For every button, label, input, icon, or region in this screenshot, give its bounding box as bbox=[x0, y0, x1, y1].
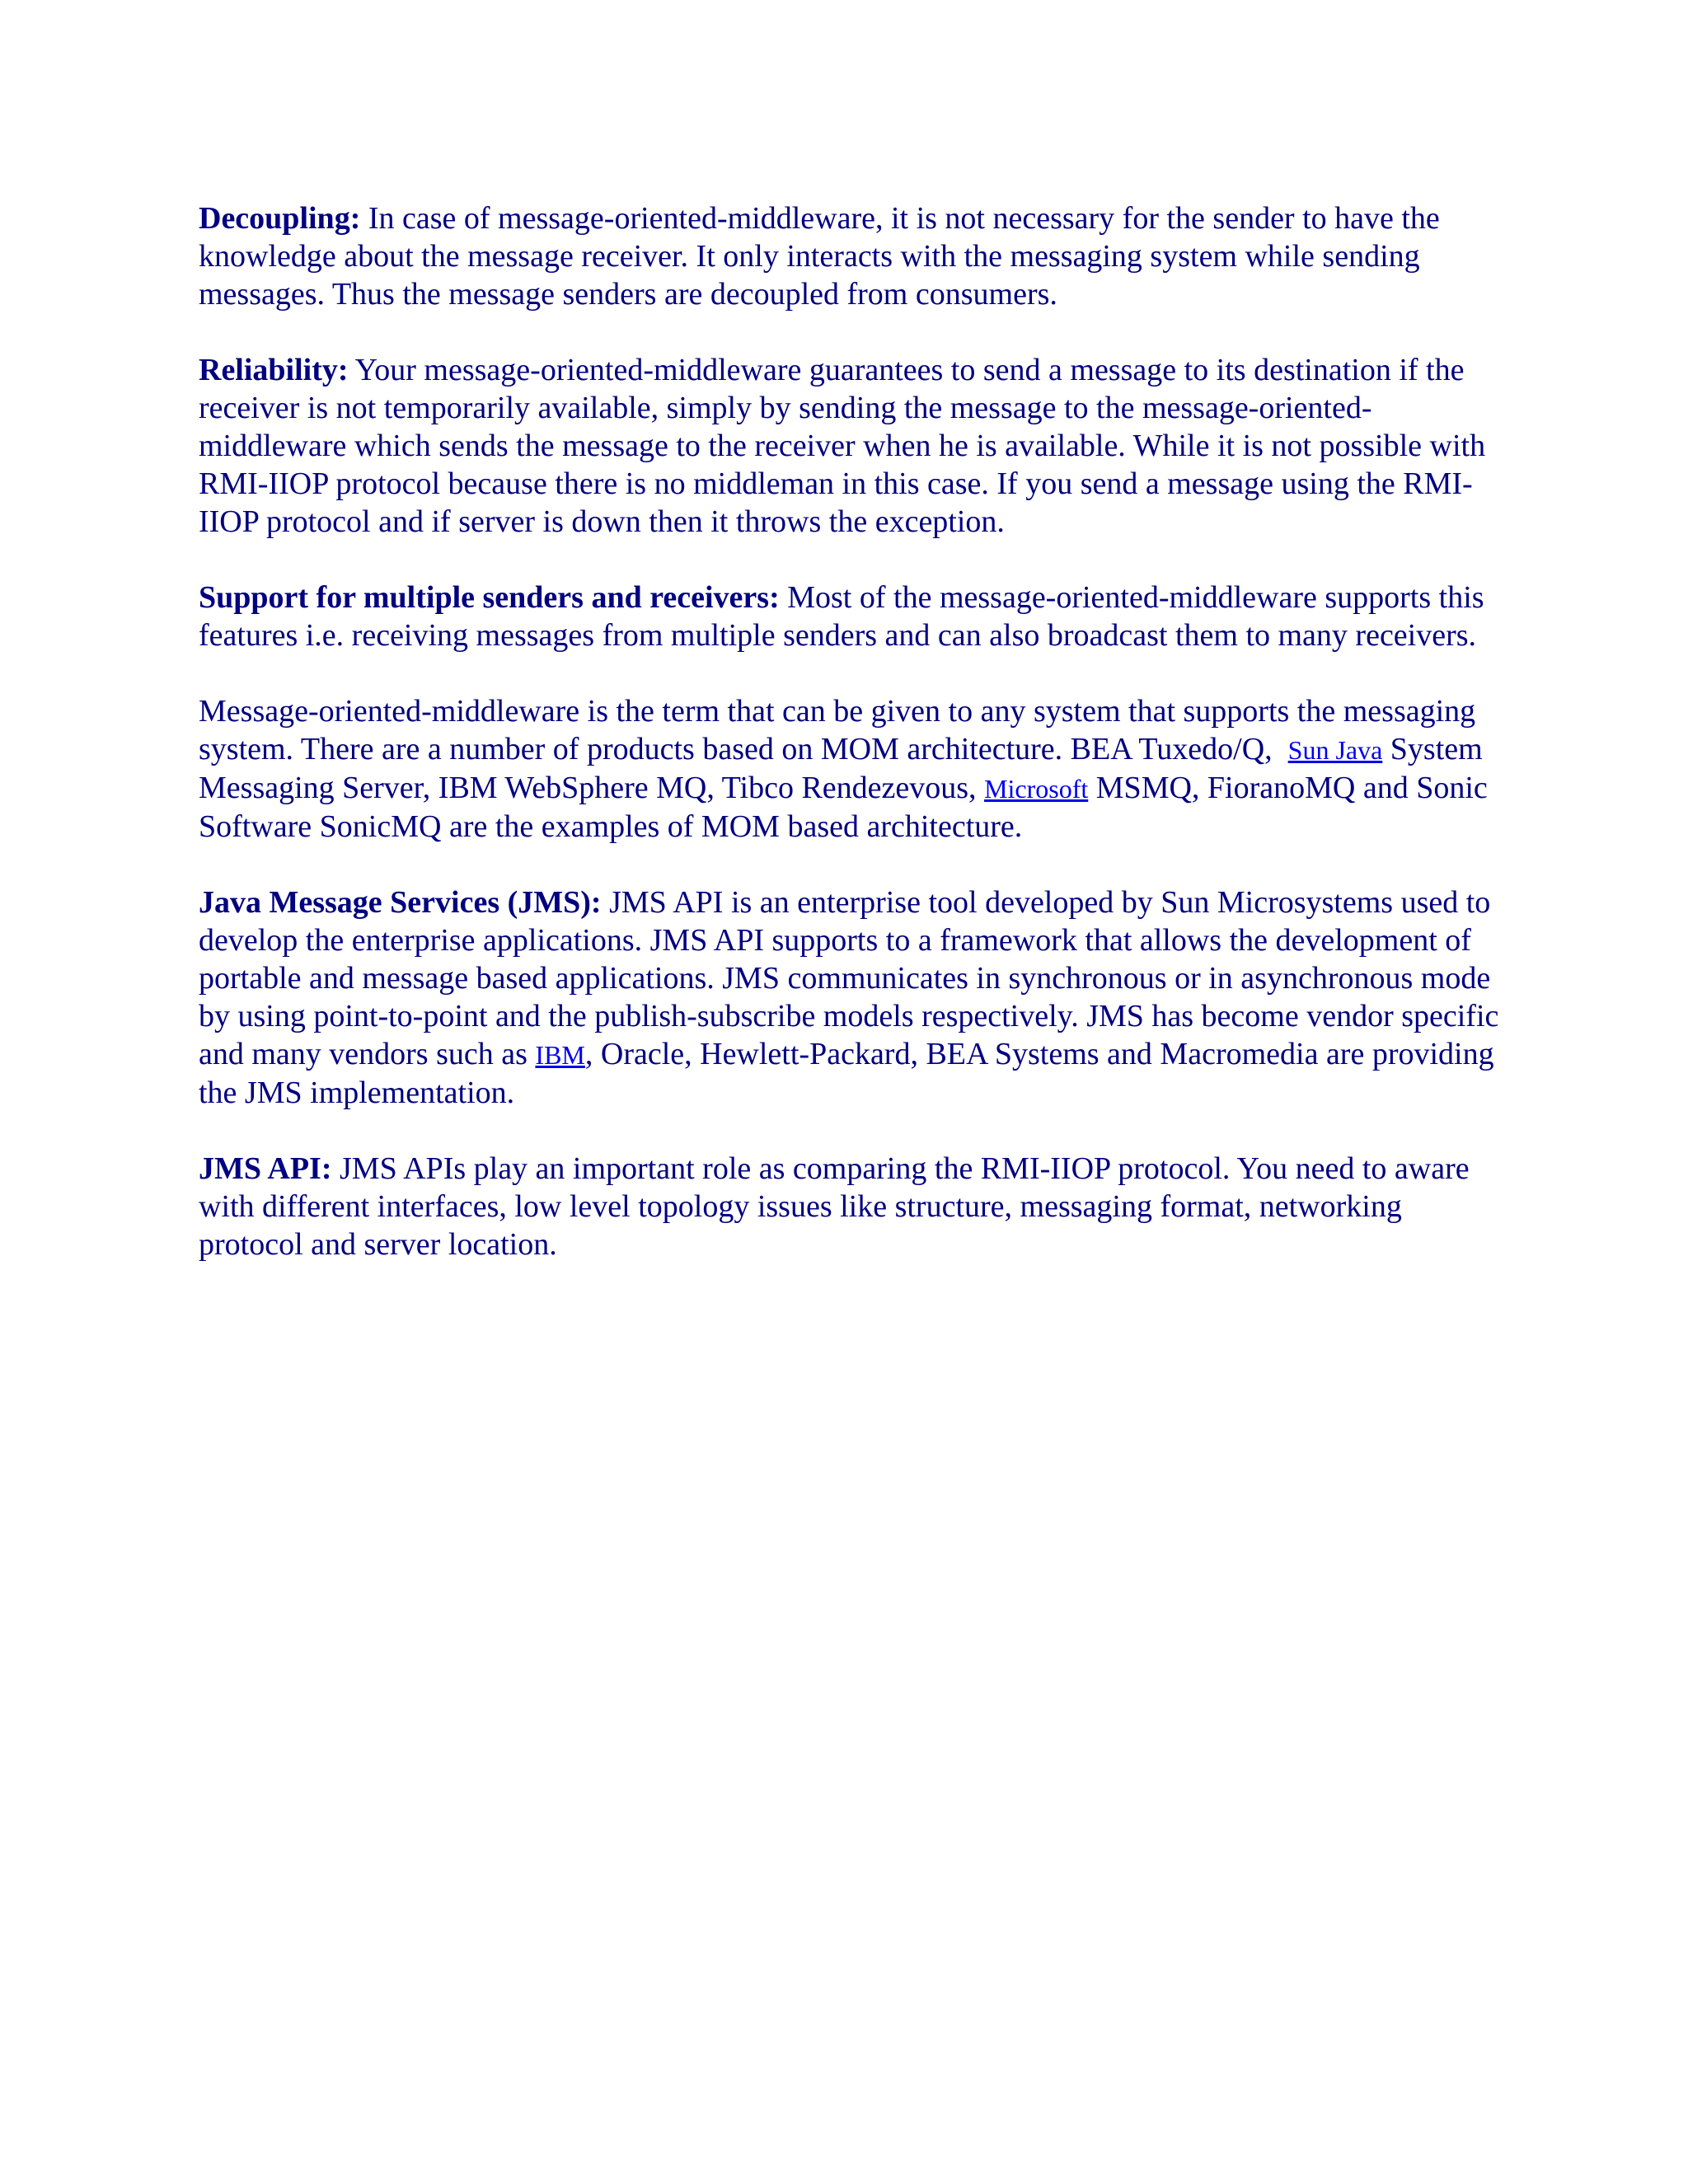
paragraph-reliability bbox=[199, 351, 1501, 541]
paragraph-decoupling bbox=[199, 199, 1501, 313]
text-mom-part1: Message-oriented-middleware is the term that can be given to any system that supports the messaging system. There are a number of products based on MOM architecture. BEA Tuxedo/Q, bbox=[199, 694, 1484, 766]
text-mom-part2: System Messaging Server, IBM WebSphere MQ, Tibco Rendezevous, bbox=[199, 732, 1483, 805]
heading-jms-api: JMS API: bbox=[199, 1151, 332, 1186]
paragraph-jms-api bbox=[199, 1150, 1501, 1263]
link-ibm[interactable]: IBM bbox=[535, 1040, 585, 1070]
heading-multiple-senders: Support for multiple senders and receivers: bbox=[199, 580, 780, 615]
paragraph-multiple-senders bbox=[199, 579, 1501, 654]
paragraph-jms bbox=[199, 883, 1501, 1112]
text-jms-part2: , Oracle, Hewlett-Packard, BEA Systems and Macromedia are providing the JMS implementation. bbox=[199, 1037, 1494, 1110]
link-microsoft[interactable]: Microsoft bbox=[984, 774, 1089, 804]
document-body bbox=[199, 199, 1501, 1301]
heading-reliability: Reliability: bbox=[199, 353, 349, 387]
text-multiple-senders: Most of the message-oriented-middleware supports this features i.e. receiving messages from multiple senders and can also broadcast them to many receivers. bbox=[199, 580, 1484, 653]
link-sun-java[interactable]: Sun Java bbox=[1287, 735, 1383, 765]
text-jms-part1: JMS API is an enterprise tool developed by Sun Microsystems used to develop the enterprise applications. JMS API supports to a framework that allows the development of portable and message based applications. JMS communicates in synchronous or in asynchronous mode by using point-to-point and the publish-subscribe models respectively. JMS has become vendor specific and many vendors such as bbox=[199, 885, 1499, 1071]
text-decoupling: In case of message-oriented-middleware, it is not necessary for the sender to have the knowledge about the message receiver. It only interacts with the messaging system while sending messages. Thus the message senders are decoupled from consumers. bbox=[199, 201, 1440, 312]
text-jms-api: JMS APIs play an important role as comparing the RMI-IIOP protocol. You need to aware with different interfaces, low level topology issues like structure, messaging format, networking protocol and server location. bbox=[199, 1151, 1470, 1262]
text-mom-part3: MSMQ, FioranoMQ and Sonic Software SonicMQ are the examples of MOM based architecture. bbox=[199, 771, 1488, 844]
text-reliability: Your message-oriented-middleware guarantees to send a message to its destination if the receiver is not temporarily available, simply by sending the message to the message-oriented-middleware which sends the message to the receiver when he is available. While it is not possible with RMI-IIOP protocol because there is no middleman in this case. If you send a message using the RMI-IIOP protocol and if server is down then it throws the exception. bbox=[199, 353, 1486, 539]
paragraph-mom bbox=[199, 692, 1501, 846]
heading-jms: Java Message Services (JMS): bbox=[199, 885, 602, 920]
heading-decoupling: Decoupling: bbox=[199, 201, 361, 236]
